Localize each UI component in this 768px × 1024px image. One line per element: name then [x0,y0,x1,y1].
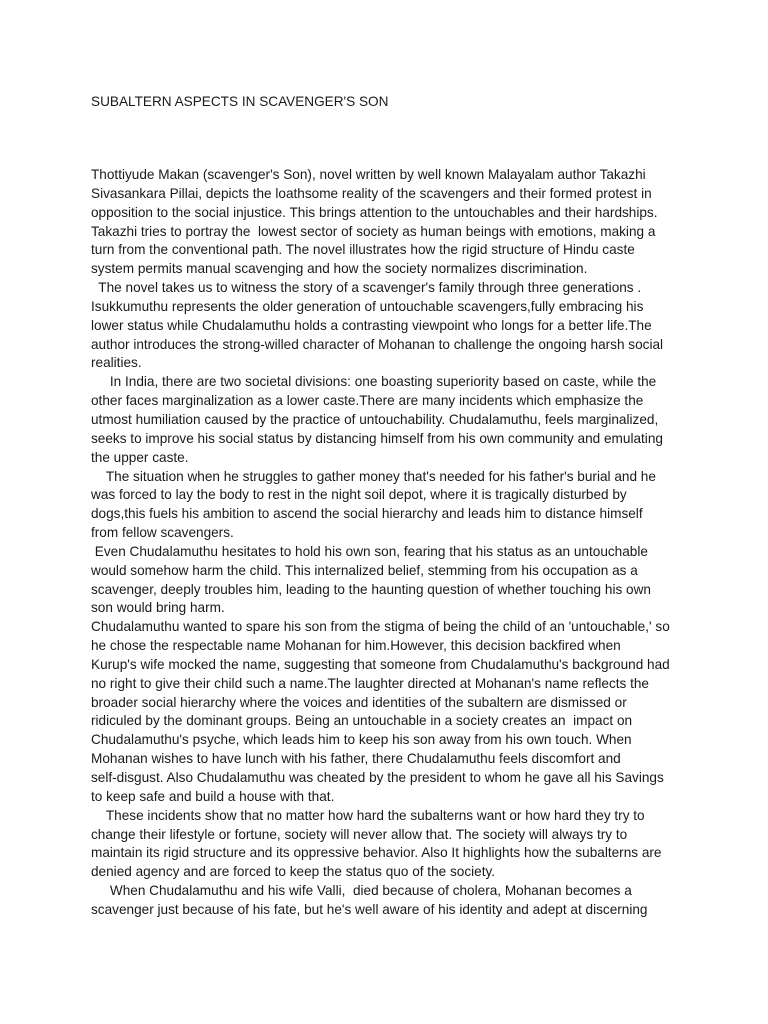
text-line: system permits manual scavenging and how the society normalizes discrimination. [91,261,588,277]
text-line: In India, there are two societal divisions: one boasting superiority based on caste, while the [91,374,657,390]
text-line: utmost humiliation caused by the practice of untouchability. Chudalamuthu, feels marginalized, [91,411,659,427]
text-line: was forced to lay the body to rest in the night soil depot, where it is tragically disturbed by [91,487,627,503]
text-line: opposition to the social injustice. This brings attention to the untouchables and their hardships. [91,204,658,220]
text-line: ridiculed by the dominant groups. Being an untouchable in a society creates an impact on [91,713,633,729]
text-line: Takazhi tries to portray the lowest sector of society as human beings with emotions, making a [91,223,656,239]
text-line: change their lifestyle or fortune, society will never allow that. The society will always try to [91,826,628,842]
text-line: When Chudalamuthu and his wife Valli, died because of cholera, Mohanan becomes a [91,883,632,899]
text-line: Mohanan wishes to have lunch with his father, there Chudalamuthu feels discomfort and [91,751,621,767]
text-line: Chudalamuthu's psyche, which leads him to keep his son away from his own touch. When [91,732,632,748]
text-line: Kurup's wife mocked the name, suggesting that someone from Chudalamuthu's background had [91,656,670,672]
text-line: son would bring harm. [91,600,225,616]
text-line: The novel takes us to witness the story of a scavenger's family through three generations . [91,280,642,296]
text-line: maintain its rigid structure and its oppressive behavior. Also It highlights how the subalterns are [91,845,662,861]
text-line: realities. [91,355,142,371]
text-line: turn from the conventional path. The novel illustrates how the rigid structure of Hindu caste [91,242,635,258]
text-line: Sivasankara Pillai, depicts the loathsome reality of the scavengers and their formed protest in [91,185,652,201]
text-line: lower status while Chudalamuthu holds a contrasting viewpoint who longs for a better life.The [91,317,652,333]
text-line: Isukkumuthu represents the older generation of untouchable scavengers,fully embracing his [91,298,644,314]
text-line: the upper caste. [91,449,189,465]
text-line: denied agency and are forced to keep the status quo of the society. [91,864,496,880]
text-line: no right to give their child such a name.The laughter directed at Mohanan's name reflects the [91,675,649,691]
text-line: from fellow scavengers. [91,525,234,541]
text-line: scavenger just because of his fate, but he's well aware of his identity and adept at discerning [91,901,648,917]
text-line: dogs,this fuels his ambition to ascend the social hierarchy and leads him to distance himself [91,506,643,522]
text-line: self-disgust. Also Chudalamuthu was cheated by the president to whom he gave all his Savings [91,770,664,785]
text-line: These incidents show that no matter how hard the subalterns want or how hard they try to [91,807,645,823]
document-body [91,166,691,920]
text-line: seeks to improve his social status by distancing himself from his own community and emulating [91,430,663,446]
text-line: broader social hierarchy where the voices and identities of the subaltern are dismissed or [91,694,627,710]
text-line: to keep safe and build a house with that. [91,788,335,804]
text-line: Thottiyude Makan (scavenger's Son), novel written by well known Malayalam author Takazhi [91,167,646,182]
text-line: scavenger, deeply troubles him, leading to the haunting question of whether touching his own [91,581,651,597]
text-line: author introduces the strong-willed character of Mohanan to challenge the ongoing harsh social [91,336,664,352]
text-line: he chose the respectable name Mohanan for him.However, this decision backfired when [91,638,621,654]
text-line: other faces marginalization as a lower caste.There are many incidents which emphasize the [91,393,644,409]
text-line: would somehow harm the child. This internalized belief, stemming from his occupation as a [91,562,638,578]
text-line: The situation when he struggles to gather money that's needed for his father's burial and he [91,468,656,484]
text-line: Chudalamuthu wanted to spare his son from the stigma of being the child of an 'untouchable,' so [91,619,670,635]
text-line: Even Chudalamuthu hesitates to hold his own son, fearing that his status as an untouchable [91,543,648,559]
document-title: SUBALTERN ASPECTS IN SCAVENGER'S SON [91,94,389,109]
